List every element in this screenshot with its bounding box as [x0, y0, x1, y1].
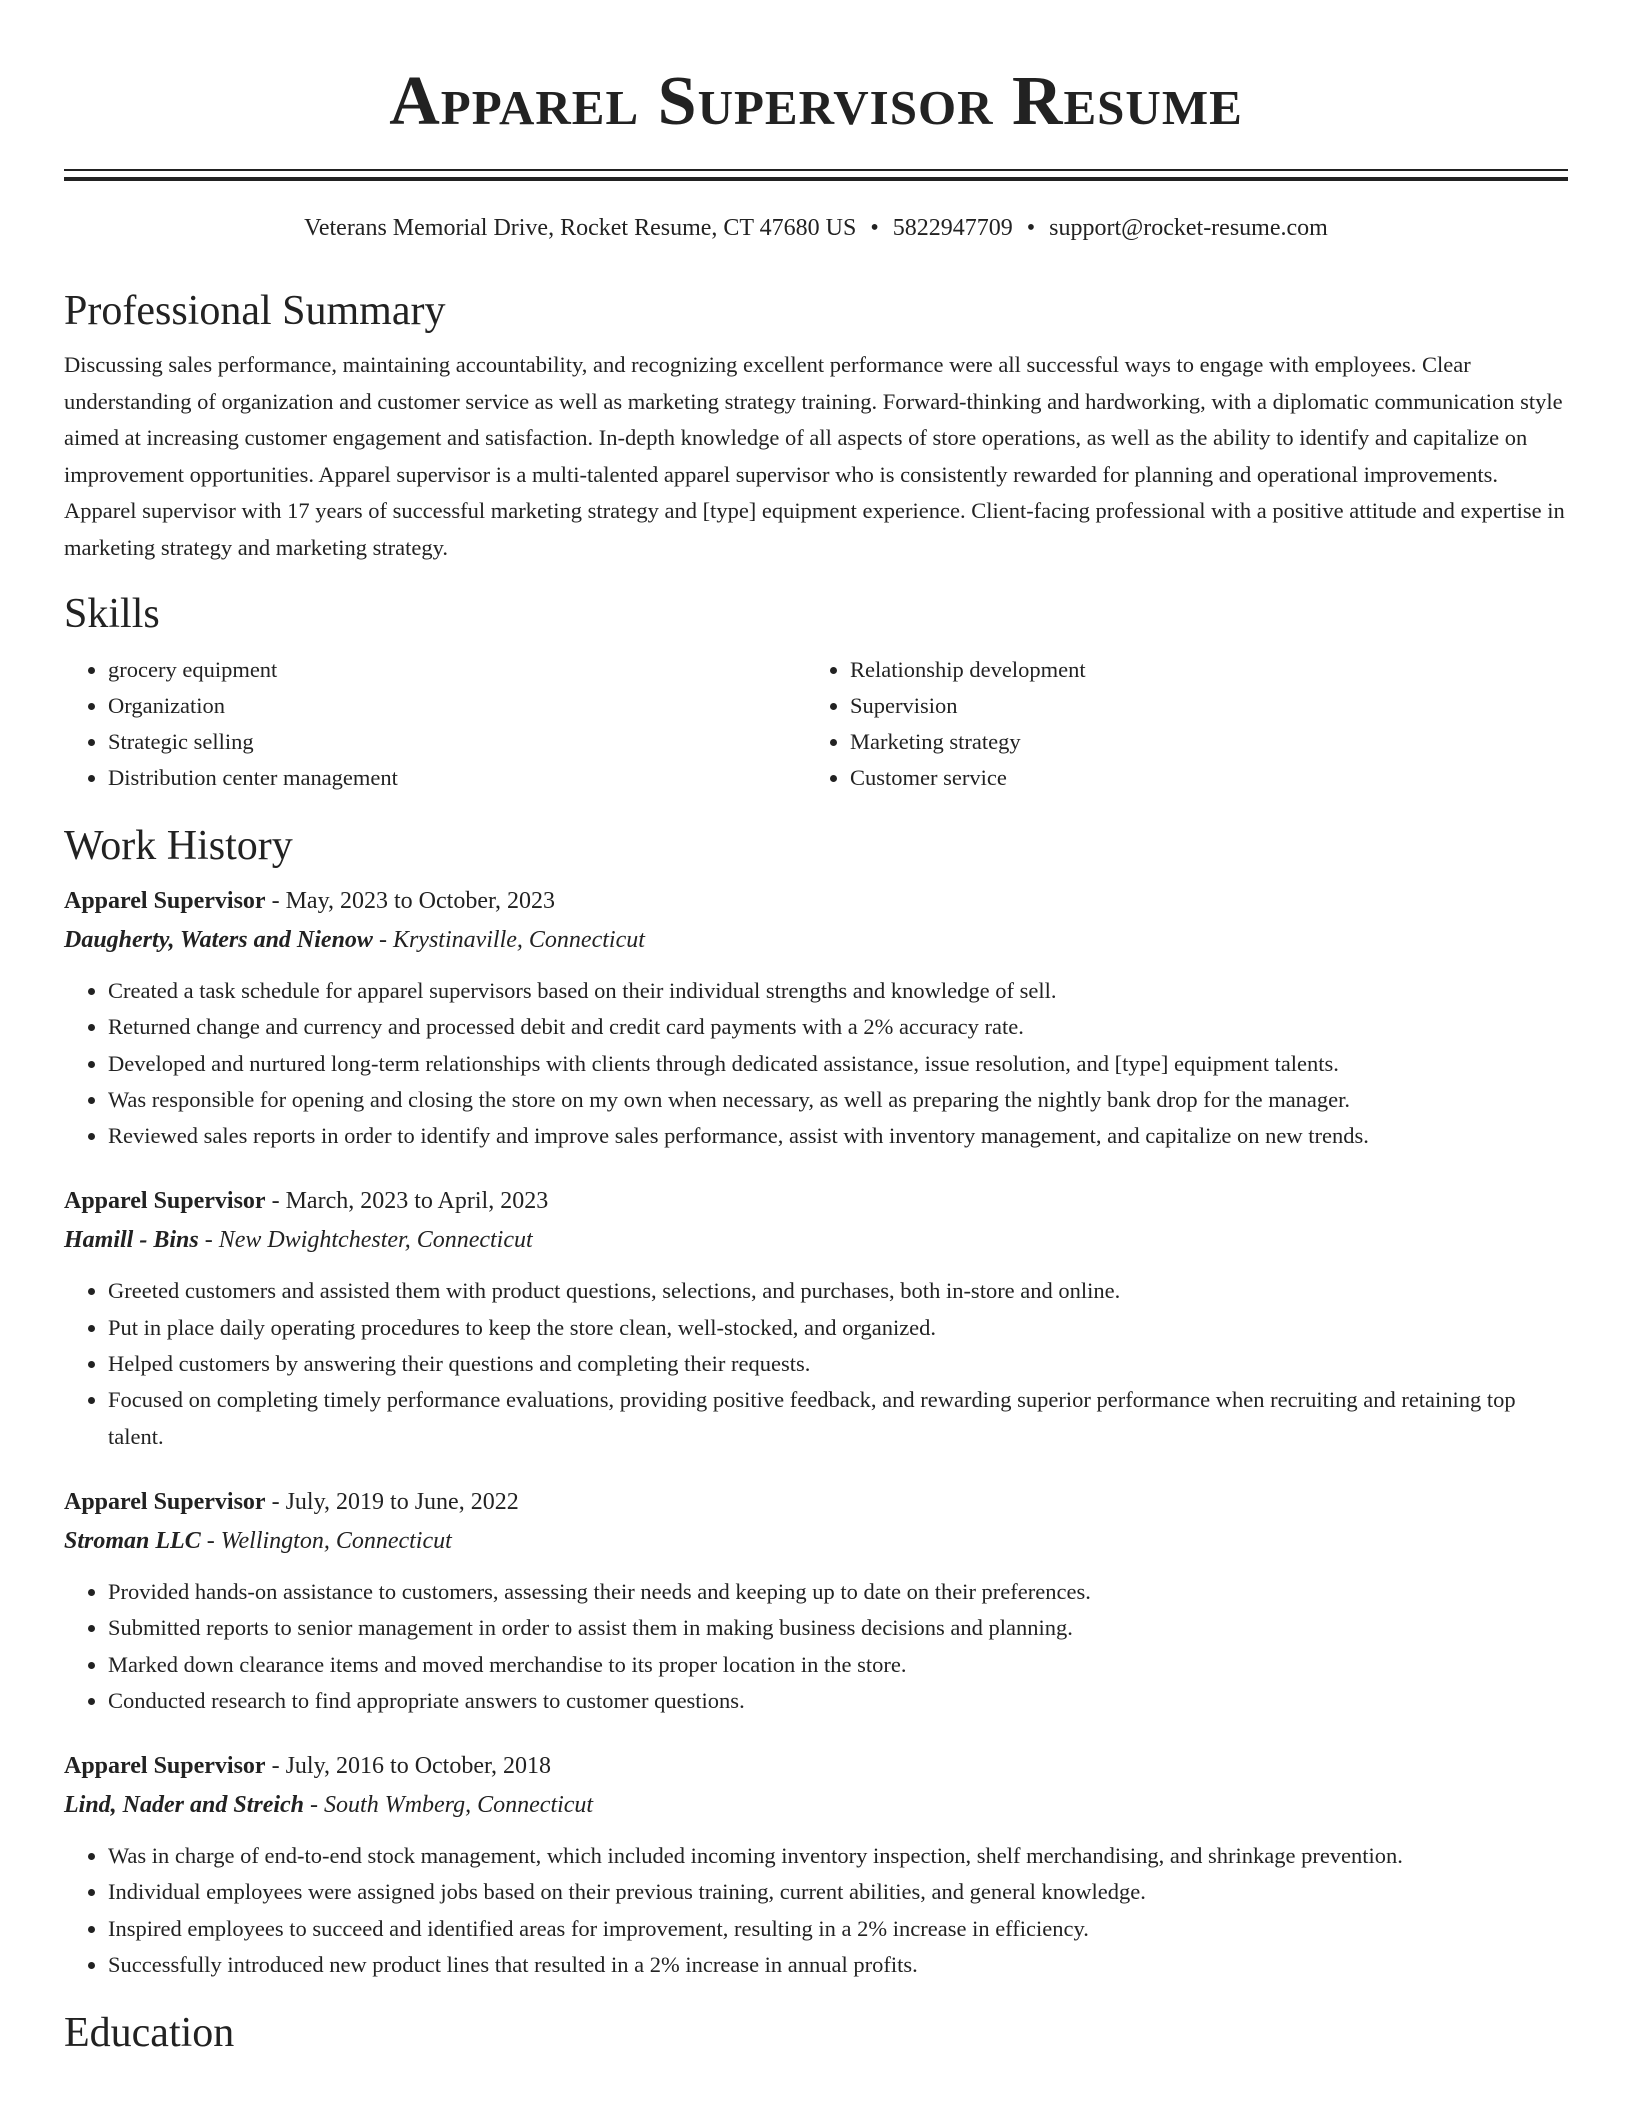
job-role: Apparel Supervisor	[64, 1188, 266, 1215]
job-bullet: • Greeted customers and assisted them with product questions, selections, and purchases, both in-store and online.	[108, 1273, 1568, 1309]
job-bullet: • Focused on completing timely performance evaluations, providing positive feedback, and rewarding superior performance when recruiting and retaining top talent.	[108, 1382, 1568, 1455]
job-location: Krystinaville, Connecticut	[392, 927, 645, 953]
job-bullet: • Put in place daily operating procedures to keep the store clean, well-stocked, and organized.	[108, 1310, 1568, 1346]
job-dates: July, 2019 to June, 2022	[285, 1488, 519, 1515]
education-heading: Education	[64, 2010, 235, 2057]
skill-item: • grocery equipment	[108, 652, 806, 688]
skills-right-list	[806, 652, 1548, 796]
job-company: Lind, Nader and Streich	[64, 1792, 305, 1819]
job-company-line	[64, 1225, 1568, 1255]
job-bullet: • Individual employees were assigned jobs based on their previous training, current abilities, and general knowledge.	[108, 1874, 1568, 1910]
contact-address: Veterans Memorial Drive, Rocket Resume, CT 47680 US	[304, 215, 857, 241]
skill-item: • Organization	[108, 688, 806, 724]
job-dates: March, 2023 to April, 2023	[285, 1188, 549, 1215]
contact-line	[64, 213, 1568, 243]
skills-columns	[64, 652, 1568, 796]
skill-item: • Relationship development	[850, 652, 1548, 688]
job-bullet: • Helped customers by answering their questions and completing their requests.	[108, 1346, 1568, 1382]
job-bullet: • Conducted research to find appropriate answers to customer questions.	[108, 1683, 1568, 1719]
job-bullet: • Submitted reports to senior management in order to assist them in making business decisions and planning.	[108, 1610, 1568, 1646]
skill-item: • Distribution center management	[108, 760, 806, 796]
title-divider-thick	[64, 177, 1568, 181]
work-history-heading: Work History	[64, 823, 293, 869]
job-bullet: • Marked down clearance items and moved merchandise to its proper location in the store.	[108, 1647, 1568, 1683]
job-title-line	[64, 1186, 1568, 1216]
job-title-line	[64, 1751, 1568, 1781]
job-title-line	[64, 1487, 1568, 1517]
skills-heading: Skills	[64, 591, 160, 637]
summary-text: Discussing sales performance, maintaining accountability, and recognizing excellent performance were all successful ways to engage with employees. Clear understanding of organization and customer service as well as marketing strategy training. Forward-thinking and hardworking, with a diplomatic communication style aimed at increasing customer engagement and satisfaction. In-depth knowledge of all aspects of store operations, as well as the ability to identify and capitalize on improvement opportunities. Apparel supervisor is a multi-talented apparel supervisor who is consistently rewarded for planning and operational improvements. Apparel supervisor with 17 years of successful marketing strategy and [type] equipment experience. Client-facing professional with a positive attitude and expertise in marketing strategy and marketing strategy.	[64, 352, 1565, 560]
job-dash: -	[200, 1527, 221, 1554]
job-bullets	[64, 1273, 1568, 1454]
job-entry	[64, 1487, 1568, 1719]
job-dates: July, 2016 to October, 2018	[285, 1753, 552, 1780]
job-bullets	[64, 1838, 1568, 1983]
summary-heading: Professional Summary	[64, 288, 446, 334]
job-bullet: • Returned change and currency and processed debit and credit card payments with a 2% accuracy rate.	[108, 1009, 1568, 1045]
skill-item: • Customer service	[850, 760, 1548, 796]
job-bullets	[64, 1574, 1568, 1719]
job-company: Hamill - Bins	[64, 1227, 199, 1254]
skill-item: • Supervision	[850, 688, 1548, 724]
job-dash: -	[265, 888, 286, 914]
job-company-line	[64, 1526, 1568, 1556]
job-bullet: • Provided hands-on assistance to customers, assessing their needs and keeping up to date on their preferences.	[108, 1574, 1568, 1610]
job-dash: -	[265, 1753, 286, 1780]
job-company-line	[64, 925, 1568, 955]
job-bullet: • Inspired employees to succeed and identified areas for improvement, resulting in a 2% increase in efficiency.	[108, 1911, 1568, 1947]
job-bullets	[64, 973, 1568, 1154]
job-dash: -	[265, 1488, 286, 1515]
resume-page	[64, 0, 1568, 2059]
contact-separator: •	[870, 215, 879, 241]
job-bullet: • Successfully introduced new product lines that resulted in a 2% increase in annual profits.	[108, 1947, 1568, 1983]
job-location: South Wmberg, Connecticut	[324, 1792, 594, 1819]
job-bullet: • Was responsible for opening and closing the store on my own when necessary, as well as preparing the nightly bank drop for the manager.	[108, 1082, 1568, 1118]
contact-separator: •	[1026, 215, 1036, 241]
skill-item: • Marketing strategy	[850, 724, 1548, 760]
job-entry	[64, 1186, 1568, 1454]
job-location: New Dwightchester, Connecticut	[218, 1227, 533, 1254]
job-dash: -	[265, 1188, 286, 1215]
job-title-line	[64, 886, 1568, 916]
job-dash: -	[198, 1227, 219, 1254]
job-bullet: • Was in charge of end-to-end stock management, which included incoming inventory inspection, shelf merchandising, and shrinkage prevention.	[108, 1838, 1568, 1874]
title-divider-thin	[64, 169, 1568, 171]
resume-title: Apparel Supervisor Resume	[389, 63, 1243, 140]
job-bullet: • Created a task schedule for apparel supervisors based on their individual strengths and knowledge of sell.	[108, 973, 1568, 1009]
job-company: Stroman LLC	[64, 1527, 201, 1554]
skill-item: • Strategic selling	[108, 724, 806, 760]
job-bullet: • Reviewed sales reports in order to identify and improve sales performance, assist with inventory management, and capitalize on new trends.	[108, 1118, 1568, 1154]
job-location: Wellington, Connecticut	[220, 1527, 452, 1554]
skills-left-list	[64, 652, 806, 796]
job-bullet: • Developed and nurtured long-term relationships with clients through dedicated assistance, issue resolution, and [type] equipment talents.	[108, 1046, 1568, 1082]
job-role: Apparel Supervisor	[64, 1753, 266, 1780]
job-entry	[64, 1751, 1568, 1983]
job-dash: -	[372, 927, 393, 953]
job-role: Apparel Supervisor	[64, 1488, 266, 1515]
job-dates: May, 2023 to October, 2023	[285, 888, 556, 914]
job-role: Apparel Supervisor	[64, 888, 266, 914]
contact-phone: 5822947709	[892, 215, 1013, 241]
job-company-line	[64, 1790, 1568, 1820]
contact-email: support@rocket-resume.com	[1049, 215, 1328, 241]
job-entry	[64, 886, 1568, 1154]
job-company: Daugherty, Waters and Nienow	[64, 927, 373, 953]
job-dash: -	[304, 1792, 325, 1819]
